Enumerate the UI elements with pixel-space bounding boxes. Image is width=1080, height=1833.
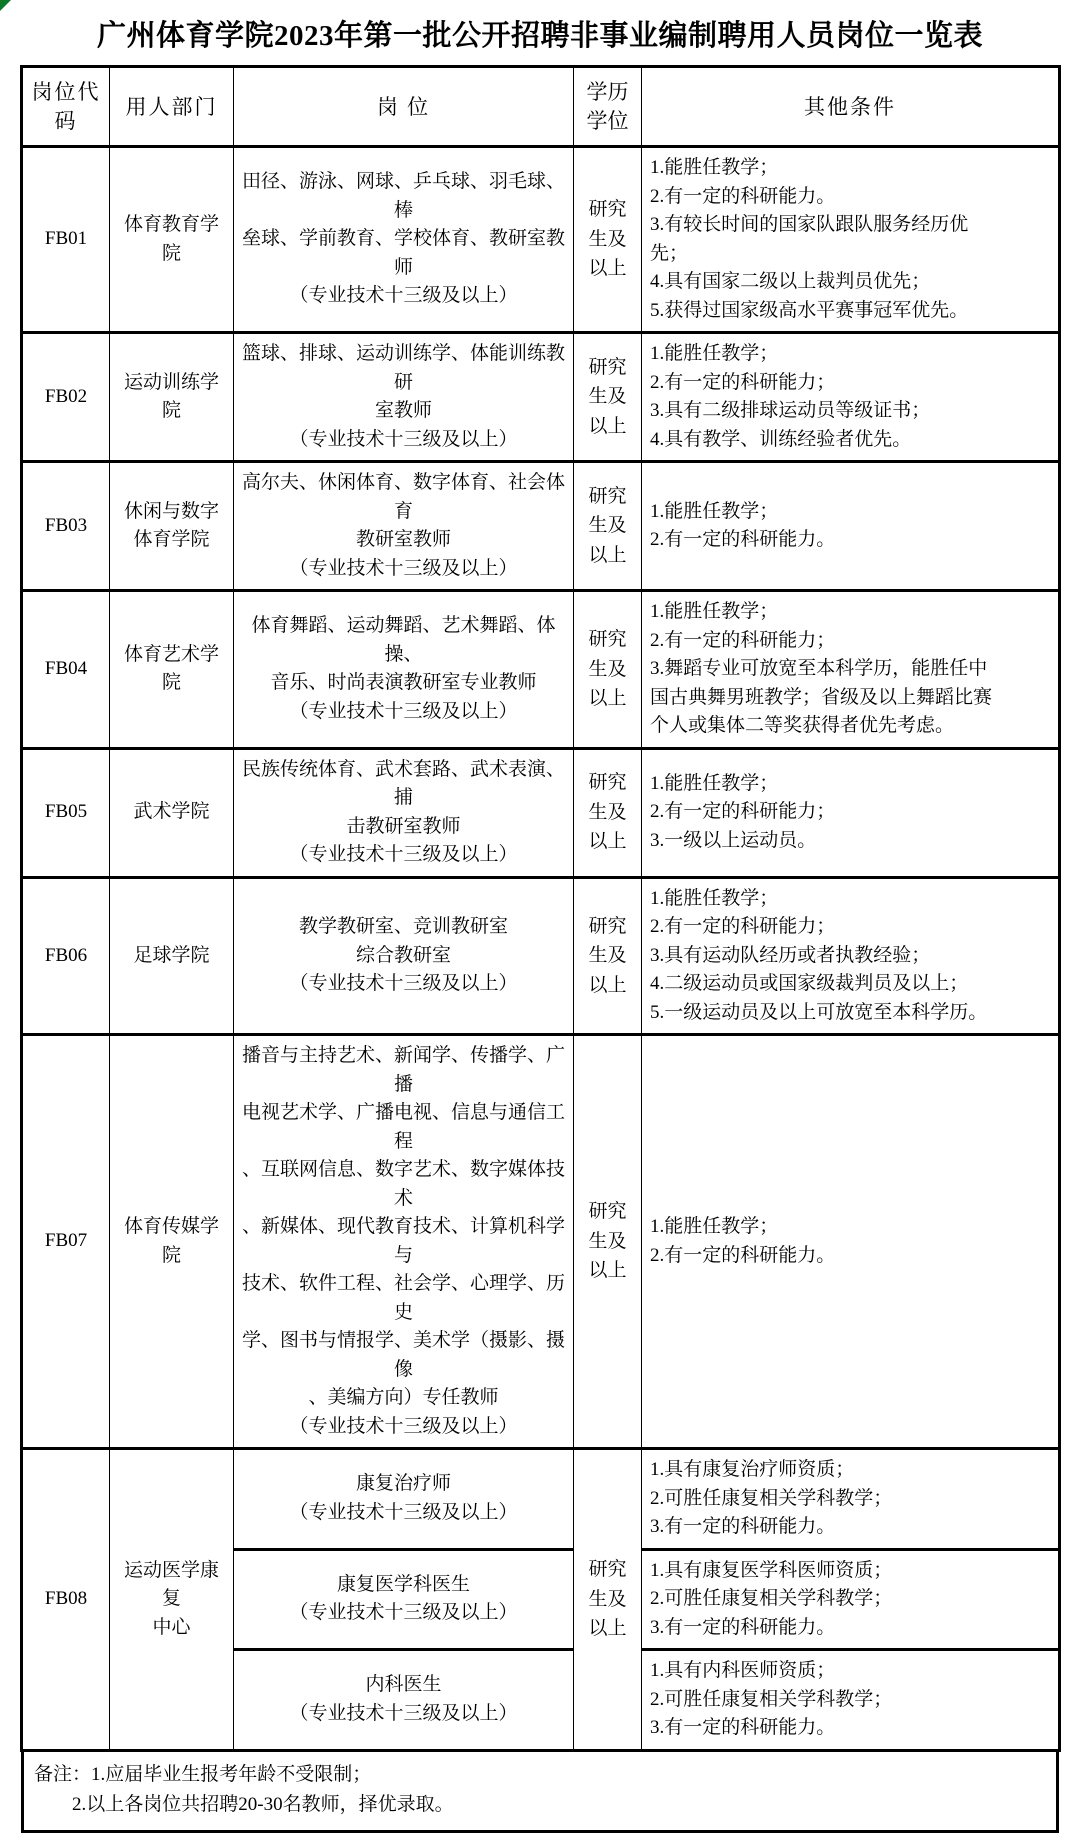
text-line: 3.舞蹈专业可放宽至本科学历，能胜任中 — [650, 658, 988, 680]
text-line: 个人或集体二等奖获得者优先考虑。 — [650, 715, 955, 737]
cell-education — [574, 877, 642, 1035]
text-line: 田径、游泳、网球、乒乓球、羽毛球、棒 — [242, 171, 566, 221]
table-row — [22, 591, 1060, 749]
text-line: 生及 — [588, 658, 627, 680]
text-line: （专业技术十三级及以上） — [289, 700, 518, 722]
text-line: 以上 — [588, 1618, 627, 1639]
text-line: 以上 — [588, 1260, 627, 1282]
cell-department — [110, 1035, 234, 1449]
header-label-education — [574, 68, 641, 145]
text-line: 1.能胜任教学； — [650, 343, 779, 365]
cell-department — [110, 1449, 234, 1751]
page-title: 广州体育学院2023年第一批公开招聘非事业编制聘用人员岗位一览表 — [96, 20, 983, 52]
cell-other-conditions — [642, 1650, 1060, 1751]
header-cell-position — [234, 67, 574, 147]
header-row — [22, 67, 1060, 147]
text-line: 4.二级运动员或国家级裁判员及以上； — [650, 973, 969, 995]
text-line: 教研室教师 — [355, 529, 451, 551]
text-line: 生及 — [588, 1230, 627, 1252]
position-value — [234, 162, 573, 317]
text-line: 3.一级以上运动员。 — [650, 829, 817, 851]
text-line: 研究 — [588, 1559, 627, 1581]
conditions-value — [642, 764, 1058, 862]
department-value: 体育传媒学院 — [123, 1216, 219, 1266]
cell-position — [234, 1650, 574, 1751]
text-line: 以上 — [588, 831, 627, 853]
position-value — [234, 606, 573, 732]
text-line: 体育舞蹈、运动舞蹈、艺术舞蹈、体操、 — [251, 615, 556, 665]
table-row — [22, 748, 1060, 877]
text-line: 国古典舞男班教学；省级及以上舞蹈比赛 — [650, 686, 993, 708]
text-line: （专业技术十三级及以上） — [289, 973, 518, 995]
text-line: 中心 — [152, 1616, 191, 1638]
department-value: 武术学院 — [133, 801, 210, 823]
text-line: 2.有一定的科研能力； — [650, 801, 836, 823]
cell-other-conditions — [642, 1449, 1060, 1550]
header-label-other: 其他条件 — [804, 94, 896, 119]
cell-position — [234, 1449, 574, 1550]
cell-position — [234, 591, 574, 749]
text-line: 研究 — [588, 772, 627, 794]
cell-job-code — [22, 877, 110, 1035]
header-label-education-line1: 学历 — [586, 80, 629, 105]
text-line: 3.具有二级排球运动员等级证书； — [650, 400, 931, 422]
position-value — [234, 1464, 573, 1533]
text-line: 2.可胜任康复相关学科教学； — [650, 1487, 893, 1509]
text-line: 先； — [650, 242, 689, 264]
text-line: 生及 — [588, 801, 627, 823]
cell-department — [110, 591, 234, 749]
text-line: 播音与主持艺术、新闻学、传播学、广播 — [242, 1045, 566, 1095]
text-line: 学、图书与情报学、美术学（摄影、摄像 — [242, 1330, 566, 1380]
text-line: 2.可胜任康复相关学科教学； — [650, 1588, 893, 1610]
text-line: 研究 — [588, 485, 627, 507]
header-label-code: 岗位代码 — [31, 80, 101, 133]
text-line: 生及 — [588, 515, 627, 537]
text-line: 电视艺术学、广播电视、信息与通信工程 — [242, 1102, 566, 1152]
education-value — [574, 347, 641, 447]
text-line: 、互联网信息、数字艺术、数字媒体技术 — [242, 1159, 566, 1209]
text-line: 5.一级运动员及以上可放宽至本科学历。 — [650, 1001, 988, 1023]
text-line: 生及 — [588, 1588, 627, 1610]
conditions-value — [642, 492, 1058, 561]
text-line: （专业技术十三级及以上） — [289, 285, 518, 307]
position-value — [234, 334, 573, 460]
department-value: 足球学院 — [133, 944, 210, 966]
table-row — [22, 877, 1060, 1035]
text-line: 3.有一定的科研能力。 — [650, 1616, 836, 1638]
text-line: （专业技术十三级及以上） — [289, 1501, 518, 1523]
text-line: 内科医生 — [365, 1674, 442, 1696]
text-line: 室教师 — [374, 400, 432, 422]
position-value — [234, 907, 573, 1005]
conditions-value — [642, 148, 1058, 331]
position-value — [234, 1036, 573, 1447]
text-line: 民族传统体育、武术套路、武术表演、捕 — [242, 758, 566, 809]
education-value — [574, 476, 641, 576]
conditions-value — [642, 879, 1058, 1034]
text-line: 生及 — [588, 945, 627, 967]
header-label-education-line2: 学位 — [586, 108, 629, 133]
note-line-1: 备注：1.应届毕业生报考年龄不受限制； — [34, 1763, 372, 1785]
cell-job-code — [22, 333, 110, 462]
footer-notes — [21, 1752, 1059, 1833]
text-line: 2.可胜任康复相关学科教学； — [650, 1688, 893, 1710]
department-value: 体育教育学院 — [123, 214, 219, 264]
text-line: 1.能胜任教学； — [650, 772, 779, 794]
cell-department — [110, 147, 234, 333]
education-value — [574, 1191, 641, 1291]
job-code-value: FB07 — [44, 1230, 88, 1252]
cell-other-conditions — [642, 1035, 1060, 1449]
cell-job-code — [22, 591, 110, 749]
department-value: 体育艺术学院 — [123, 643, 219, 694]
job-code-value: FB08 — [44, 1588, 88, 1610]
conditions-value — [642, 1207, 1058, 1276]
text-line: 2.有一定的科研能力； — [650, 629, 836, 651]
text-line: （专业技术十三级及以上） — [289, 1415, 518, 1437]
cell-job-code — [22, 462, 110, 591]
cell-education — [574, 147, 642, 333]
cell-other-conditions — [642, 591, 1060, 749]
text-line: （专业技术十三级及以上） — [289, 428, 518, 450]
department-value: 休闲与数字体育学院 — [123, 500, 219, 551]
cell-job-code — [22, 748, 110, 877]
table-row — [22, 1035, 1060, 1449]
education-value — [574, 189, 641, 289]
conditions-value — [642, 1551, 1058, 1649]
text-line: 研究 — [588, 356, 627, 378]
job-code-value: FB05 — [44, 801, 88, 823]
conditions-value — [642, 334, 1058, 460]
cell-other-conditions — [642, 147, 1060, 333]
text-line: 技术、软件工程、社会学、心理学、历史 — [242, 1273, 566, 1323]
cell-education — [574, 748, 642, 877]
text-line: （专业技术十三级及以上） — [289, 557, 518, 579]
cell-other-conditions — [642, 748, 1060, 877]
text-line: 垒球、学前教育、学校体育、教研室教师 — [242, 228, 566, 278]
header-label-position: 岗 位 — [376, 94, 431, 119]
header-cell-education — [574, 67, 642, 147]
text-line: 1.具有康复治疗师资质； — [650, 1459, 855, 1481]
text-line: 以上 — [588, 688, 627, 709]
cell-position — [234, 1035, 574, 1449]
job-code-value: FB01 — [44, 228, 88, 250]
cell-position — [234, 1549, 574, 1650]
text-line: 康复医学科医生 — [336, 1573, 470, 1595]
cell-education — [574, 462, 642, 591]
position-value — [234, 463, 573, 589]
text-line: 音乐、时尚表演教研室专业教师 — [270, 672, 537, 694]
table-row — [22, 333, 1060, 462]
text-line: 1.能胜任教学； — [650, 500, 779, 522]
text-line: 康复治疗师 — [355, 1473, 451, 1495]
cell-education — [574, 591, 642, 749]
cell-department — [110, 748, 234, 877]
text-line: 研究 — [588, 629, 627, 651]
text-line: 4.具有国家二级以上裁判员优先； — [650, 271, 931, 293]
text-line: 2.有一定的科研能力。 — [650, 1244, 836, 1266]
text-line: （专业技术十三级及以上） — [289, 844, 518, 866]
text-line: 研究 — [588, 915, 627, 937]
cell-job-code — [22, 147, 110, 333]
cell-department — [110, 333, 234, 462]
cell-job-code — [22, 1449, 110, 1751]
text-line: 以上 — [588, 415, 627, 437]
conditions-value — [642, 1450, 1058, 1548]
conditions-value — [642, 1651, 1058, 1749]
position-value — [234, 1565, 573, 1634]
cell-position — [234, 333, 574, 462]
text-line: 5.获得过国家级高水平赛事冠军优先。 — [650, 299, 969, 321]
department-value: 运动训练学院 — [123, 371, 219, 422]
cell-job-code — [22, 1035, 110, 1449]
position-value — [234, 1665, 573, 1734]
text-line: 以上 — [588, 544, 627, 566]
cell-other-conditions — [642, 1549, 1060, 1650]
job-code-value: FB03 — [44, 514, 88, 536]
text-line: 、新媒体、现代教育技术、计算机科学与 — [242, 1216, 566, 1266]
text-line: 研究 — [588, 1201, 627, 1223]
comment-indicator-icon — [0, 0, 11, 11]
text-line: 2.有一定的科研能力； — [650, 371, 836, 393]
cell-other-conditions — [642, 333, 1060, 462]
cell-other-conditions — [642, 462, 1060, 591]
text-line: 高尔夫、休闲体育、数字体育、社会体育 — [242, 472, 566, 522]
education-value — [574, 762, 641, 862]
text-line: 3.有一定的科研能力。 — [650, 1516, 836, 1538]
text-line: 、美编方向）专任教师 — [308, 1387, 499, 1409]
text-line: 1.具有康复医学科医师资质； — [650, 1559, 893, 1581]
text-line: 生及 — [588, 228, 627, 250]
header-cell-department — [110, 67, 234, 147]
education-value — [574, 619, 641, 719]
job-code-value: FB02 — [44, 385, 88, 407]
header-label-department: 用人部门 — [125, 94, 218, 119]
text-line: 运动医学康复 — [123, 1559, 219, 1610]
table-header — [22, 67, 1060, 147]
text-line: 2.有一定的科研能力。 — [650, 185, 836, 207]
text-line: （专业技术十三级及以上） — [289, 1602, 518, 1624]
table-row — [22, 147, 1060, 333]
text-line: 3.具有运动队经历或者执教经验； — [650, 944, 931, 966]
cell-education — [574, 1035, 642, 1449]
table-row — [22, 1449, 1060, 1550]
text-line: 1.具有内科医师资质； — [650, 1660, 836, 1682]
text-line: 研究 — [588, 199, 627, 221]
position-value — [234, 750, 573, 876]
cell-position — [234, 462, 574, 591]
text-line: 3.有一定的科研能力。 — [650, 1717, 836, 1739]
job-code-value: FB04 — [44, 658, 88, 680]
text-line: 4.具有教学、训练经验者优先。 — [650, 428, 912, 450]
text-line: 综合教研室 — [355, 944, 451, 966]
department-value — [110, 1551, 233, 1649]
cell-education — [574, 1449, 642, 1751]
table-row — [22, 462, 1060, 591]
text-line: 1.能胜任教学； — [650, 887, 779, 909]
text-line: 2.有一定的科研能力。 — [650, 529, 836, 551]
text-line: 篮球、排球、运动训练学、体能训练教研 — [242, 343, 566, 393]
education-value — [574, 906, 641, 1006]
text-line: 教学教研室、竞训教研室 — [298, 916, 508, 938]
job-code-value: FB06 — [44, 944, 88, 966]
cell-education — [574, 333, 642, 462]
cell-department — [110, 877, 234, 1035]
note-line-2: 2.以上各岗位共招聘20-30名教师，择优录取。 — [72, 1793, 454, 1815]
text-line: 生及 — [588, 386, 627, 408]
header-cell-other — [642, 67, 1060, 147]
header-cell-code — [22, 67, 110, 147]
text-line: 以上 — [588, 258, 627, 280]
text-line: 以上 — [588, 974, 627, 996]
cell-position — [234, 147, 574, 333]
text-line: （专业技术十三级及以上） — [289, 1702, 518, 1724]
cell-position — [234, 748, 574, 877]
text-line: 1.能胜任教学； — [650, 1216, 779, 1238]
conditions-value — [642, 592, 1058, 747]
text-line: 2.有一定的科研能力； — [650, 916, 836, 938]
cell-position — [234, 877, 574, 1035]
text-line: 1.能胜任教学； — [650, 601, 779, 623]
text-line: 1.能胜任教学； — [650, 157, 779, 179]
text-line: 击教研室教师 — [346, 815, 461, 837]
cell-other-conditions — [642, 877, 1060, 1035]
text-line: 3.有较长时间的国家队跟队服务经历优 — [650, 214, 969, 236]
table-body — [22, 147, 1060, 1751]
cell-department — [110, 462, 234, 591]
education-value — [574, 1549, 641, 1649]
job-listing-table — [20, 65, 1061, 1751]
